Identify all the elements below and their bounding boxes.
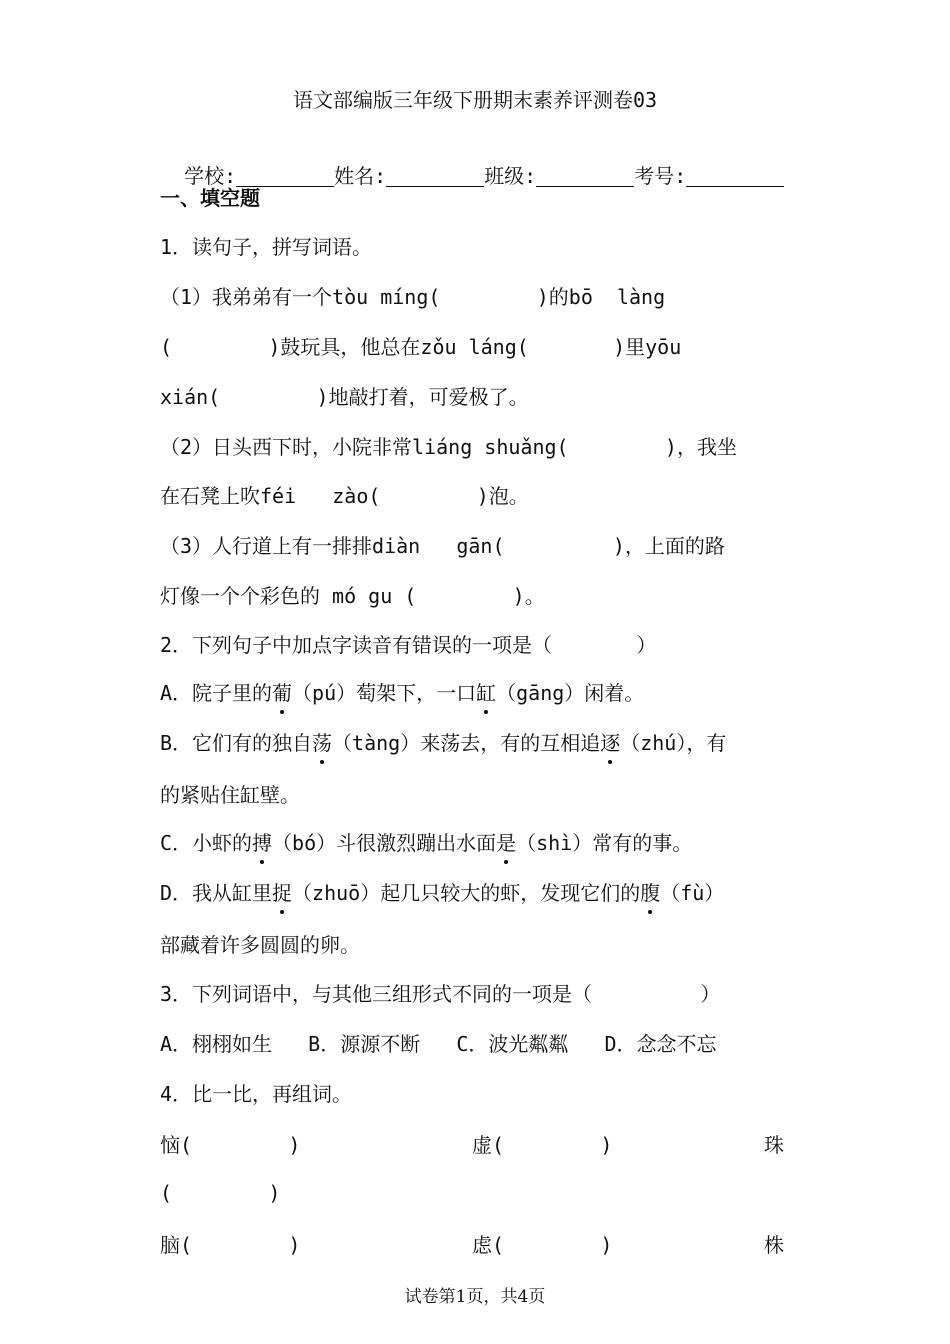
class-label: 班级: [484, 164, 537, 188]
q2-option-a[interactable]: A．院子里的葡（pú）萄架下，一口缸（gāng）闲着。 [160, 681, 645, 705]
q4-row-1 [0, 1129, 950, 1157]
dotted-char: 逐 [600, 731, 621, 755]
dotted-char: 缸 [476, 681, 497, 705]
q4-item-lv[interactable]: 虑( ) [472, 1233, 613, 1257]
q3-options[interactable]: A．栩栩如生 B．源源不断 C．波光粼粼 D．念念不忘 [160, 1032, 717, 1056]
dotted-char: 腹 [640, 881, 661, 905]
q2-option-b[interactable]: B．它们有的独自荡（tàng）来荡去，有的互相追逐（zhú），有 [160, 731, 727, 755]
dotted-char: 葡 [272, 681, 293, 705]
q4-item-nao2[interactable]: 脑( ) [160, 1233, 301, 1257]
q2-option-c[interactable]: C．小虾的搏（bó）斗很激烈蹦出水面是（shì）常有的事。 [160, 831, 693, 855]
q2-option-d[interactable]: D．我从缸里捉（zhuō）起几只较大的虾，发现它们的腹（fù） [160, 881, 725, 905]
q4-item-nao[interactable]: 恼( ) [160, 1133, 301, 1157]
dotted-char: 是 [496, 831, 517, 855]
dotted-char: 荡 [312, 731, 333, 755]
student-info-row [160, 134, 784, 190]
section-heading: 一、填空题 [160, 186, 260, 210]
q1-line-4: （2）日头西下时，小院非常liáng shuǎng( )，我坐 [160, 435, 737, 459]
q1-line-7: 灯像一个个彩色的 mó gu ( )。 [160, 584, 545, 608]
number-blank[interactable] [686, 164, 784, 187]
q1-line-3: xián( )地敲打着，可爱极了。 [160, 385, 529, 409]
page-title: 语文部编版三年级下册期末素养评测卷03 [292, 88, 658, 112]
q4-row-2[interactable]: ( ) [160, 1181, 281, 1205]
dotted-char: 捉 [272, 881, 293, 905]
q1-stem: 1．读句子，拼写词语。 [160, 235, 373, 259]
school-label: 学校: [184, 164, 237, 188]
q1-line-6: （3）人行道上有一排排diàn gān( )，上面的路 [160, 534, 725, 558]
q1-line-1: （1）我弟弟有一个tòu míng( )的bō làng [160, 285, 666, 309]
q4-item-zhu2[interactable]: 株 [764, 1233, 784, 1257]
q4-item-zhu[interactable]: 珠 [764, 1133, 784, 1157]
q2-stem: 2．下列句子中加点字读音有错误的一项是（ ） [160, 633, 657, 657]
q1-line-2: ( )鼓玩具，他总在zǒu láng( )里yōu [160, 335, 682, 359]
number-label: 考号: [634, 164, 687, 188]
q2-option-b-cont: 的紧贴住缸壁。 [160, 783, 300, 807]
dotted-char: 搏 [252, 831, 273, 855]
q3-stem: 3．下列词语中，与其他三组形式不同的一项是（ ） [160, 982, 721, 1006]
class-blank[interactable] [536, 164, 634, 187]
q4-item-xu[interactable]: 虚( ) [472, 1133, 613, 1157]
name-label: 姓名: [334, 164, 387, 188]
q2-option-d-cont: 部藏着许多圆圆的卵。 [160, 933, 360, 957]
q4-stem: 4．比一比，再组词。 [160, 1082, 353, 1106]
q4-row-3 [0, 1229, 950, 1257]
q1-line-5: 在石凳上吹féi zào( )泡。 [160, 484, 529, 508]
name-blank[interactable] [386, 164, 484, 187]
page-footer: 试卷第1页，共4页 [404, 1287, 546, 1307]
